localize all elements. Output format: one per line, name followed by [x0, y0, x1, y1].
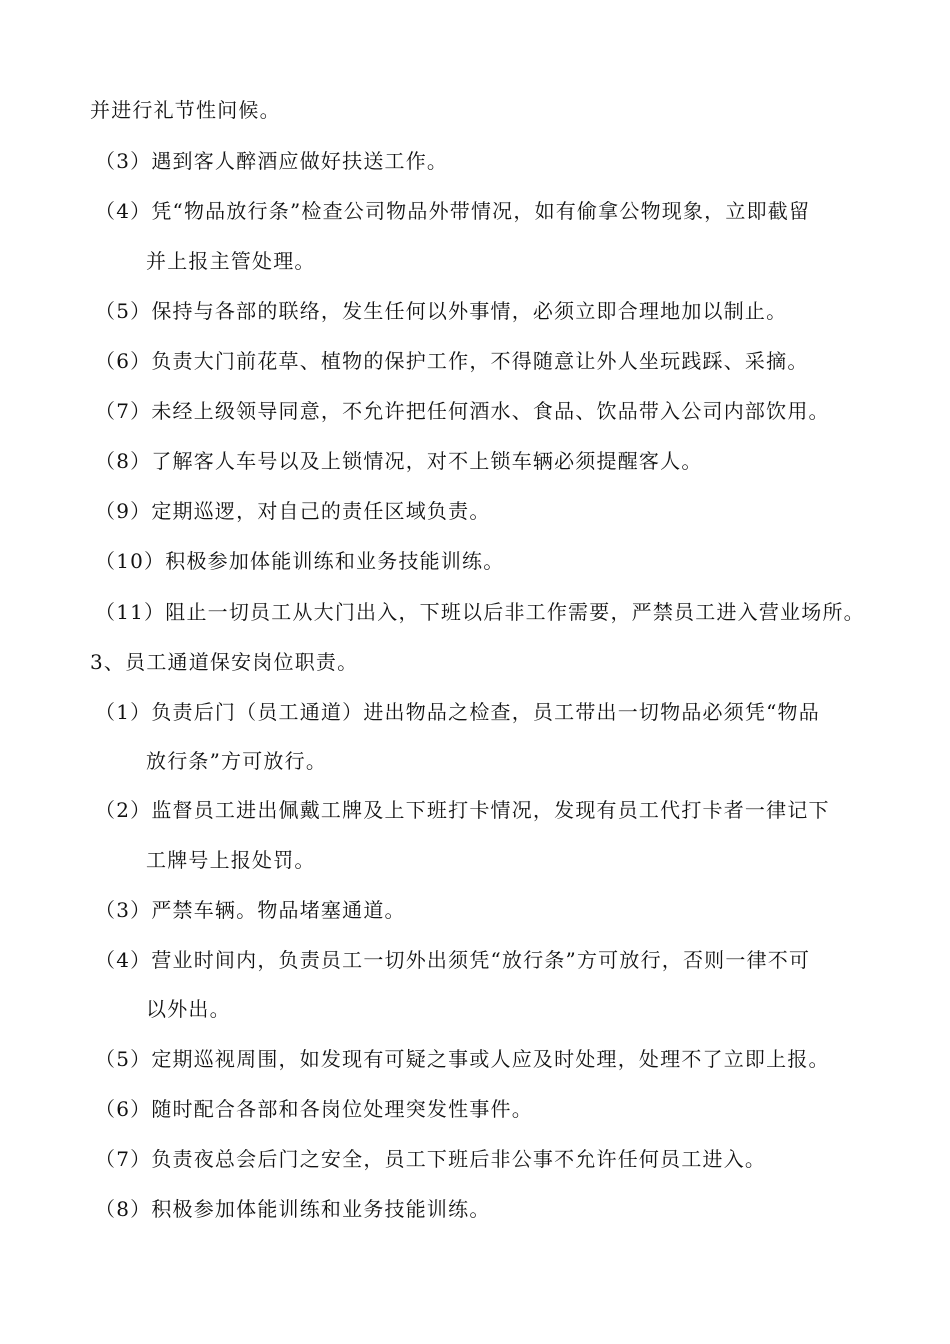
- list-item: （3）遇到客人醉酒应做好扶送工作。: [95, 149, 449, 173]
- list-item: （5）保持与各部的联络，发生任何以外事情，必须立即合理地加以制止。: [95, 299, 788, 323]
- list-item: （9）定期巡逻，对自己的责任区域负责。: [95, 499, 491, 523]
- list-item: （8）积极参加体能训练和业务技能训练。: [95, 1197, 491, 1221]
- list-item: （4）营业时间内，负责员工一切外出须凭“放行条”方可放行，否则一律不可: [95, 948, 811, 972]
- list-item-continuation: 并上报主管处理。: [146, 249, 316, 273]
- list-item: （5）定期巡视周围，如发现有可疑之事或人应及时处理，处理不了立即上报。: [95, 1047, 830, 1071]
- list-item-continuation: 工牌号上报处罚。: [146, 848, 316, 872]
- list-item: （1）负责后门（员工通道）进出物品之检查，员工带出一切物品必须凭“物品: [95, 700, 820, 724]
- list-item: （7）未经上级领导同意，不允许把任何酒水、食品、饮品带入公司内部饮用。: [95, 399, 830, 423]
- list-item: （2）监督员工进出佩戴工牌及上下班打卡情况，发现有员工代打卡者一律记下: [95, 798, 830, 822]
- list-item: （8）了解客人车号以及上锁情况，对不上锁车辆必须提醒客人。: [95, 449, 703, 473]
- list-item-continuation: 放行条”方可放行。: [146, 749, 328, 773]
- text-line: 并进行礼节性问候。: [90, 98, 281, 122]
- list-item: （3）严禁车辆。物品堵塞通道。: [95, 898, 406, 922]
- list-item: （10）积极参加体能训练和业务技能训练。: [95, 549, 505, 573]
- list-item: （4）凭“物品放行条”检查公司物品外带情况，如有偷拿公物现象，立即截留: [95, 199, 811, 223]
- list-item-continuation: 以外出。: [146, 997, 231, 1021]
- section-heading: 3、员工通道保安岗位职责。: [90, 650, 359, 674]
- list-item: （6）负责大门前花草、植物的保护工作，不得随意让外人坐玩践踩、采摘。: [95, 349, 809, 373]
- list-item: （6）随时配合各部和各岗位处理突发性事件。: [95, 1097, 533, 1121]
- list-item: （7）负责夜总会后门之安全，员工下班后非公事不允许任何员工进入。: [95, 1147, 767, 1171]
- list-item: （11）阻止一切员工从大门出入，下班以后非工作需要，严禁员工进入营业场所。: [95, 600, 865, 624]
